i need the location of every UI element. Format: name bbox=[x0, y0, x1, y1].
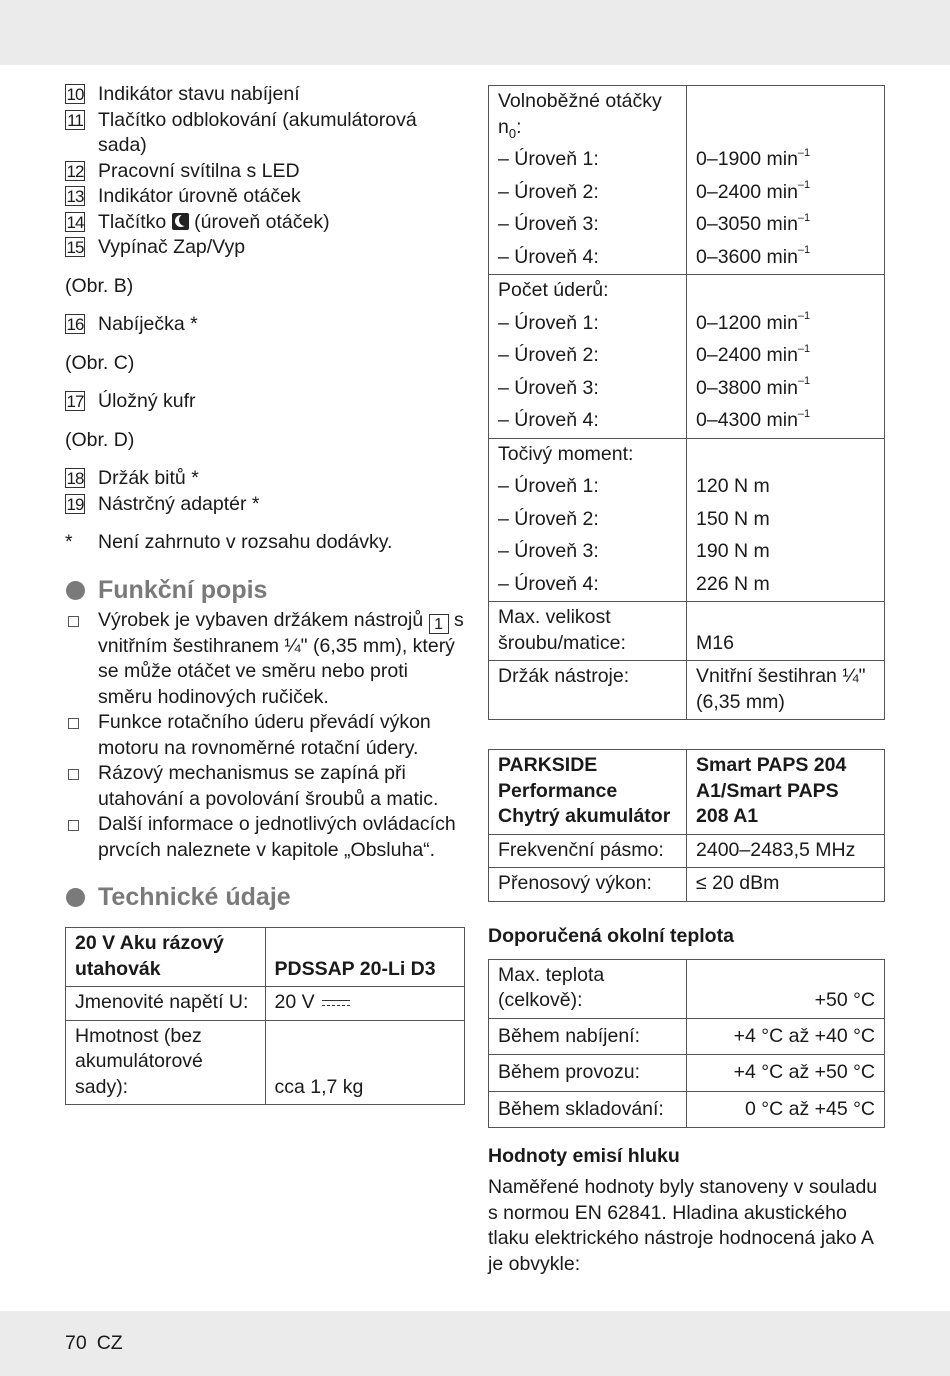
performance-table bbox=[488, 85, 885, 720]
part-number: 13 bbox=[66, 187, 84, 206]
list-item: Výrobek je vybaven držákem nástrojů 1 s vnitřním šestihranem ¼" (6,35 mm), který se může otáčet ve směru nebo proti směru hodinových ručiček. bbox=[65, 608, 465, 711]
table-header-cell: PDSSAP 20-Li D3 bbox=[265, 928, 465, 987]
part-item bbox=[65, 210, 465, 236]
table-value-cell: 0–2400 $\min^{-1}$ bbox=[687, 177, 885, 210]
part-number: 16 bbox=[66, 315, 84, 334]
page-language: CZ bbox=[96, 1332, 123, 1354]
table-label-cell: – Úroveň 2: bbox=[489, 177, 687, 210]
part-number: 1 bbox=[429, 614, 449, 634]
table-label-cell: Hmotnost (bez akumulátorové sady): bbox=[66, 1020, 266, 1105]
part-label: Nabíječka * bbox=[98, 313, 198, 335]
table-label-cell: Max. teplota (celkově): bbox=[489, 959, 687, 1018]
checkbox-bullet-icon bbox=[68, 616, 79, 627]
table-label-cell: – Úroveň 2: bbox=[489, 340, 687, 373]
part-item bbox=[65, 108, 465, 159]
table-value-cell: 0–3800 $\min^{-1}$ bbox=[687, 373, 885, 406]
table-label-cell: Během provozu: bbox=[489, 1055, 687, 1092]
part-label: Indikátor úrovně otáček bbox=[98, 185, 301, 207]
moon-speed-icon bbox=[172, 213, 189, 230]
table-label-cell: Točivý moment: bbox=[489, 438, 687, 471]
page-header-band bbox=[0, 0, 950, 65]
part-number: 10 bbox=[66, 85, 84, 104]
table-label-cell: – Úroveň 3: bbox=[489, 536, 687, 569]
part-number: 18 bbox=[66, 469, 84, 488]
part-label: Nástrčný adaptér * bbox=[98, 492, 260, 515]
table-value-cell: 0–1900 $\min^{-1}$ bbox=[687, 144, 885, 177]
main-spec-table bbox=[65, 927, 465, 1105]
table-label-cell: – Úroveň 1: bbox=[489, 308, 687, 341]
part-label: (úroveň otáček) bbox=[194, 210, 330, 233]
table-value-cell: 120 N m bbox=[687, 471, 885, 504]
table-header-cell: Smart PAPS 204 A1/Smart PAPS 208 A1 bbox=[687, 750, 885, 835]
checkbox-bullet-icon bbox=[68, 718, 79, 729]
table-value-cell: 0–3050 $\min^{-1}$ bbox=[687, 209, 885, 242]
table-label-cell: Volnoběžné otáčky $n_0$: bbox=[489, 86, 687, 145]
table-label-cell: – Úroveň 3: bbox=[489, 373, 687, 406]
table-value-cell: ≤ 20 dBm bbox=[687, 868, 885, 902]
part-label: Úložný kufr bbox=[98, 390, 196, 412]
bullet-dot-icon bbox=[66, 888, 85, 907]
table-header-cell: 20 V Aku rázový utahovák bbox=[66, 928, 266, 987]
battery-table bbox=[488, 749, 885, 902]
figure-ref: (Obr. B) bbox=[65, 274, 134, 297]
part-label: Tlačítko bbox=[98, 210, 167, 233]
table-value-cell: 150 N m bbox=[687, 504, 885, 537]
table-label-cell: Jmenovité napětí U: bbox=[66, 987, 266, 1021]
table-value-cell: +4 °C až +50 °C bbox=[687, 1055, 885, 1092]
table-value-cell: 0 °C až +45 °C bbox=[687, 1091, 885, 1128]
list-item: Další informace o jednotlivých ovládacích prvcích naleznete v kapitole „Obsluha“. bbox=[65, 812, 465, 863]
section-subheading-temperature: Doporučená okolní teplota bbox=[488, 924, 734, 947]
part-item bbox=[65, 184, 465, 210]
footnote bbox=[65, 530, 465, 556]
table-value-cell: 0–3600 $\min^{-1}$ bbox=[687, 242, 885, 275]
table-value-cell: +4 °C až +40 °C bbox=[687, 1018, 885, 1055]
right-column bbox=[488, 85, 885, 1277]
table-label-cell: – Úroveň 2: bbox=[489, 504, 687, 537]
part-item bbox=[65, 389, 465, 415]
table-value-cell: 0–2400 $\min^{-1}$ bbox=[687, 340, 885, 373]
table-value-cell: Vnitřní šestihran ¼" (6,35 mm) bbox=[687, 661, 885, 720]
dc-symbol-icon bbox=[320, 997, 352, 1009]
table-value-cell: 0–4300 $\min^{-1}$ bbox=[687, 405, 885, 438]
part-number: 11 bbox=[65, 110, 85, 130]
temperature-table bbox=[488, 959, 885, 1129]
part-label: Indikátor stavu nabíjení bbox=[98, 83, 300, 105]
part-item bbox=[65, 492, 465, 518]
list-item: Rázový mechanismus se zapíná při utahování a povolování šroubů a matic. bbox=[65, 761, 465, 812]
part-label: Tlačítko odblokování (akumulátorová sada) bbox=[98, 108, 417, 156]
part-label: Držák bitů * bbox=[98, 467, 199, 489]
noise-paragraph: Naměřené hodnoty byly stanoveny v souladu s normou EN 62841. Hladina akustického tlaku elektrického nástroje hodnocená jako A je obvykle: bbox=[488, 1176, 878, 1275]
part-number: 14 bbox=[66, 212, 84, 232]
part-label: Pracovní svítilna s LED bbox=[98, 159, 300, 182]
table-value-cell: 226 N m bbox=[687, 569, 885, 602]
table-value-cell: 20 V bbox=[265, 987, 465, 1021]
table-label-cell: Přenosový výkon: bbox=[489, 868, 687, 902]
list-item: Funkce rotačního úderu převádí výkon motoru na rovnoměrné rotační údery. bbox=[65, 710, 465, 761]
table-label-cell: – Úroveň 3: bbox=[489, 209, 687, 242]
table-label-cell: – Úroveň 1: bbox=[489, 471, 687, 504]
page-footer bbox=[65, 1332, 133, 1355]
table-label-cell: – Úroveň 1: bbox=[489, 144, 687, 177]
part-number: 15 bbox=[66, 238, 84, 257]
bullet-dot-icon bbox=[66, 581, 85, 600]
page-number: 70 bbox=[65, 1332, 87, 1354]
checkbox-bullet-icon bbox=[68, 820, 79, 831]
part-number: 12 bbox=[66, 161, 84, 181]
section-heading-function: Funkční popis bbox=[65, 574, 465, 606]
table-label-cell: Frekvenční pásmo: bbox=[489, 834, 687, 868]
part-item bbox=[65, 466, 465, 492]
part-number: 19 bbox=[66, 494, 84, 514]
table-value-cell: 2400–2483,5 MHz bbox=[687, 834, 885, 868]
table-label-cell: Počet úderů: bbox=[489, 275, 687, 308]
page-footer-band bbox=[0, 1311, 950, 1376]
footnote-mark: * bbox=[65, 531, 73, 553]
table-value-cell: +50 °C bbox=[687, 959, 885, 1018]
checkbox-bullet-icon bbox=[68, 769, 79, 780]
footnote-text: Není zahrnuto v rozsahu dodávky. bbox=[98, 531, 393, 553]
table-label-cell: Max. velikost šroubu/matice: bbox=[489, 602, 687, 661]
part-item bbox=[65, 235, 465, 261]
left-column bbox=[65, 82, 465, 1105]
part-item bbox=[65, 159, 465, 185]
section-subheading-noise: Hodnoty emisí hluku bbox=[488, 1145, 680, 1167]
part-label: Vypínač Zap/Vyp bbox=[98, 236, 246, 258]
section-heading-tech: Technické údaje bbox=[65, 881, 465, 913]
figure-ref: (Obr. C) bbox=[65, 351, 135, 374]
table-label-cell: Během nabíjení: bbox=[489, 1018, 687, 1055]
table-value-cell: 0–1200 $\min^{-1}$ bbox=[687, 308, 885, 341]
table-value-cell: M16 bbox=[687, 602, 885, 661]
table-header-cell: PARKSIDE Performance Chytrý akumulátor bbox=[489, 750, 687, 835]
table-label-cell: Během skladování: bbox=[489, 1091, 687, 1128]
table-label-cell: – Úroveň 4: bbox=[489, 405, 687, 438]
table-value-cell: cca 1,7 kg bbox=[265, 1020, 465, 1105]
table-label-cell: – Úroveň 4: bbox=[489, 569, 687, 602]
part-item bbox=[65, 82, 465, 108]
table-label-cell: – Úroveň 4: bbox=[489, 242, 687, 275]
part-number: 17 bbox=[66, 392, 84, 411]
figure-ref: (Obr. D) bbox=[65, 428, 135, 451]
part-item bbox=[65, 312, 465, 338]
table-label-cell: Držák nástroje: bbox=[489, 661, 687, 720]
table-value-cell: 190 N m bbox=[687, 536, 885, 569]
